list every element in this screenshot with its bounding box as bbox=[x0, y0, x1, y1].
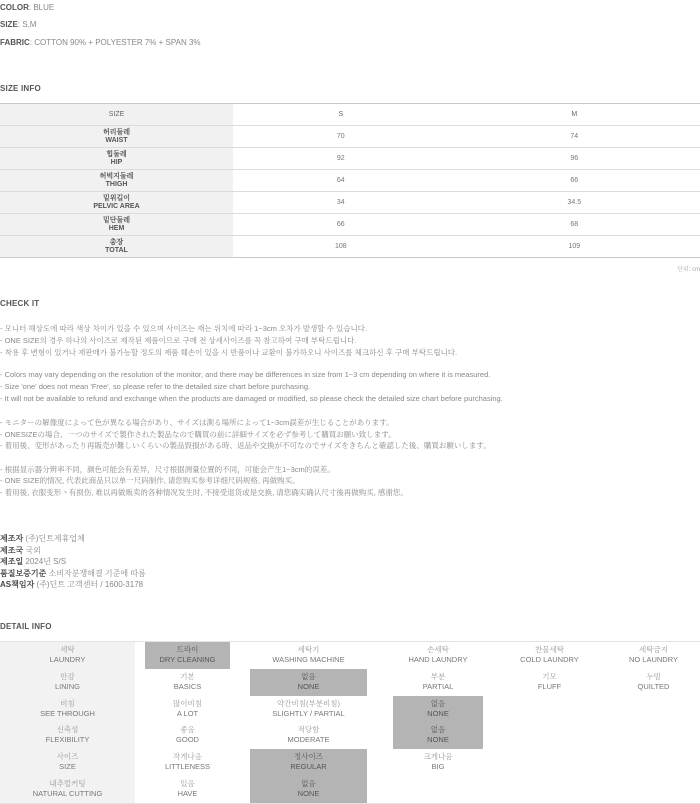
detail-option-kr: 기모 bbox=[542, 672, 557, 681]
size-unit-note: 단위: cm bbox=[677, 267, 700, 273]
detail-row-label bbox=[0, 749, 135, 776]
country-line bbox=[0, 545, 41, 556]
check-note-cn: - 着用後, 衣服变形丶有损伤, 难以再做贩卖的各种情况发生时, 不接受退货或是交换, 请您确实确认尺寸後再做购买, 感谢您。 bbox=[0, 488, 408, 497]
detail-option-en: QUILTED bbox=[637, 682, 670, 691]
as-contact-label: AS책임자 bbox=[0, 580, 35, 589]
manufacturer-line bbox=[0, 533, 85, 544]
as-contact-value: (주)딘트 고객센터 / 1600-3178 bbox=[34, 580, 144, 589]
size-row-label bbox=[0, 148, 233, 170]
detail-option-kr: 정사이즈 bbox=[294, 752, 323, 761]
detail-option-kr: 찬물세탁 bbox=[535, 645, 564, 654]
size-info-title: SIZE INFO bbox=[0, 84, 41, 93]
check-note-en: - It will not be available to refund and exchange when the products are damaged or modified, so please check the detailed size chart before purchasing. bbox=[0, 394, 503, 403]
detail-option-en: NONE bbox=[297, 682, 320, 691]
detail-option bbox=[483, 669, 616, 696]
detail-option-en: DRY CLEANING bbox=[159, 655, 216, 664]
size-header-label: SIZE bbox=[0, 104, 233, 126]
size-value-s: 34 bbox=[233, 192, 449, 214]
size-row bbox=[0, 236, 700, 258]
check-note-en: - Size 'one' does not mean 'Free', so please refer to the detailed size chart before purchasing. bbox=[0, 382, 311, 391]
size-row-en: WAIST bbox=[105, 136, 128, 144]
manufacturer-label: 제조자 bbox=[0, 534, 24, 543]
spec-color-value: : BLUE bbox=[28, 3, 55, 12]
check-note-kr: - 착용 후 변형이 있거나 재판매가 불가능할 정도의 제품 훼손이 있을 시 반품이나 교환이 불가하오니 사이즈를 체크하신 후 구매 부탁드립니다. bbox=[0, 348, 458, 357]
detail-option-kr: 적당함 bbox=[297, 725, 320, 734]
detail-option-kr: 있음 bbox=[180, 779, 195, 788]
detail-option-selected bbox=[250, 749, 367, 776]
detail-row-label bbox=[0, 669, 135, 696]
size-row-kr: 총장 bbox=[109, 238, 124, 246]
size-row bbox=[0, 148, 700, 170]
detail-option-en: MODERATE bbox=[287, 735, 330, 744]
detail-row-label bbox=[0, 722, 135, 749]
detail-option bbox=[145, 669, 230, 696]
detail-option-kr: 세탁 bbox=[60, 645, 75, 654]
size-value-s: 66 bbox=[233, 214, 449, 236]
detail-option-en: PARTIAL bbox=[422, 682, 454, 691]
detail-option-en: NONE bbox=[427, 735, 449, 744]
detail-option-kr: 없음 bbox=[430, 699, 446, 708]
size-value-m: 68 bbox=[449, 214, 700, 236]
size-row-en: HIP bbox=[110, 158, 123, 166]
detail-option-en: NONE bbox=[427, 709, 449, 718]
size-value-s: 108 bbox=[334, 242, 347, 250]
detail-option-kr: 세탁금지 bbox=[639, 645, 668, 654]
size-row-label bbox=[0, 170, 233, 192]
size-value-m: 74 bbox=[449, 126, 700, 148]
detail-option bbox=[145, 722, 230, 749]
manufacturer-value: (주)딘트제휴업체 bbox=[23, 534, 85, 543]
check-note-kr: - ONE SIZE의 경우 하나의 사이즈로 제작된 제품이므로 구매 전 상세사이즈를 꼭 참고하여 구매 부탁드립니다. bbox=[0, 336, 357, 345]
detail-option-kr: 세탁기 bbox=[297, 645, 320, 654]
country-label: 제조국 bbox=[0, 546, 24, 555]
size-value-s: 64 bbox=[233, 170, 449, 192]
quality-value: 소비자분쟁해결 기준에 따름 bbox=[46, 569, 146, 578]
size-row-en: THIGH bbox=[105, 180, 128, 188]
check-note-kr: - 모니터 해상도에 따라 색상 차이가 있을 수 있으며 사이즈는 재는 위치에 따라 1~3cm 오차가 발생할 수 있습니다. bbox=[0, 324, 368, 333]
detail-row-label bbox=[0, 776, 135, 803]
size-row-en: TOTAL bbox=[105, 246, 128, 254]
detail-option bbox=[145, 749, 230, 776]
detail-option bbox=[145, 776, 230, 803]
country-value: 국외 bbox=[23, 546, 41, 555]
size-value-m: 66 bbox=[449, 170, 700, 192]
detail-option-en: GOOD bbox=[176, 735, 199, 744]
detail-option-en: WASHING MACHINE bbox=[272, 655, 345, 664]
detail-option-kr: 많이비침 bbox=[173, 699, 202, 708]
check-note-jp: - モニターの解像度によって色が異なる場合があり、サイズは測る場所によって1~3cm誤差が生じることがあります。 bbox=[0, 418, 394, 427]
detail-option-kr: 내추럴커팅 bbox=[49, 779, 86, 788]
detail-option bbox=[250, 722, 367, 749]
size-value-m: 34.5 bbox=[449, 192, 700, 214]
size-row-kr: 힙둘레 bbox=[106, 150, 127, 158]
detail-info-title: DETAIL INFO bbox=[0, 622, 52, 631]
detail-option bbox=[607, 642, 700, 669]
detail-option bbox=[145, 696, 230, 723]
size-row bbox=[0, 214, 700, 236]
quality-line bbox=[0, 568, 146, 579]
detail-option-kr: 없음 bbox=[301, 779, 316, 788]
size-row-label bbox=[0, 214, 233, 236]
detail-option-en: HAND LAUNDRY bbox=[408, 655, 468, 664]
size-value-m: 109 bbox=[568, 242, 581, 250]
detail-option-selected bbox=[393, 722, 483, 749]
detail-option-en: NATURAL CUTTING bbox=[32, 789, 103, 798]
size-row-label bbox=[0, 192, 233, 214]
detail-option-en: REGULAR bbox=[290, 762, 327, 771]
detail-option bbox=[393, 642, 483, 669]
check-note-cn: - 根据显示器分辨率不同，颜色可能会有差异，尺寸根据测量位置的不同，可能会产生1~3cm的误差。 bbox=[0, 465, 335, 474]
detail-option-kr: 사이즈 bbox=[56, 752, 79, 761]
detail-option-kr: 안감 bbox=[60, 672, 75, 681]
size-value-m: 96 bbox=[449, 148, 700, 170]
quality-label: 품질보증기준 bbox=[0, 569, 47, 578]
detail-option-kr: 부분 bbox=[430, 672, 446, 681]
detail-option-en: SEE THROUGH bbox=[40, 709, 95, 718]
spec-fabric-label: FABRIC bbox=[0, 38, 30, 47]
size-value-s: 92 bbox=[233, 148, 449, 170]
check-note-jp: - 着用後、変形があったり再販売が難しいくらいの製品毀損がある時、返品や交換が不可なのでサイズをきちんと確認した後、購買お願いします。 bbox=[0, 441, 491, 450]
detail-option-kr: 기본 bbox=[180, 672, 195, 681]
size-header-m: M bbox=[449, 104, 700, 126]
detail-option-en: NONE bbox=[297, 789, 320, 798]
detail-option-kr: 누빔 bbox=[646, 672, 661, 681]
spec-fabric bbox=[0, 38, 201, 47]
spec-size bbox=[0, 20, 36, 29]
detail-option-selected bbox=[393, 696, 483, 723]
size-row bbox=[0, 192, 700, 214]
size-table-header bbox=[0, 104, 700, 126]
detail-option-en: SLIGHTLY / PARTIAL bbox=[272, 709, 345, 718]
size-row-label bbox=[0, 126, 233, 148]
size-row bbox=[0, 126, 700, 148]
detail-option-en: BIG bbox=[431, 762, 445, 771]
detail-option-selected bbox=[145, 642, 230, 669]
size-row-label bbox=[0, 236, 233, 258]
detail-option-kr: 드라이 bbox=[176, 645, 199, 654]
detail-option-en: HAVE bbox=[177, 789, 198, 798]
size-row bbox=[0, 170, 700, 192]
check-it-title: CHECK IT bbox=[0, 299, 40, 308]
detail-option-en: LITTLENESS bbox=[164, 762, 210, 771]
size-table bbox=[0, 103, 700, 258]
size-row-en: HEM bbox=[108, 224, 125, 232]
check-note-jp: - ONESIZEの場合、一つのサイズで製作された製品なので購買の前に詳細サイズを必ず参考して購買お願い致します。 bbox=[0, 430, 396, 439]
detail-option bbox=[607, 669, 700, 696]
detail-option-en: LINING bbox=[54, 682, 80, 691]
size-header-s: S bbox=[233, 104, 449, 126]
spec-size-label: SIZE bbox=[0, 20, 18, 29]
size-row-kr: 밑단둘레 bbox=[102, 216, 131, 224]
detail-option-en: FLEXIBILITY bbox=[45, 735, 90, 744]
size-value-s: 70 bbox=[233, 126, 449, 148]
spec-color bbox=[0, 3, 54, 12]
detail-option bbox=[393, 669, 483, 696]
as-contact-line bbox=[0, 579, 143, 590]
detail-option-kr: 크게나옴 bbox=[423, 752, 453, 761]
check-note-en: - Colors may vary depending on the resolution of the monitor, and there may be differences in size from 1~3 cm depending on where it is measured. bbox=[0, 370, 491, 379]
check-note-cn: - ONE SIZE的情况, 代表此商品只以单一尺码制作, 请您购买参考详细尺码规格, 再做购买。 bbox=[0, 476, 300, 485]
detail-option-kr: 없음 bbox=[301, 672, 316, 681]
detail-option-selected bbox=[250, 776, 367, 803]
detail-option-kr: 약간비침(부분비침) bbox=[277, 699, 340, 708]
detail-option-en: BASICS bbox=[173, 682, 202, 691]
size-row-en: PELVIC AREA bbox=[93, 202, 140, 210]
spec-size-value: : S,M bbox=[17, 20, 37, 29]
detail-option bbox=[483, 642, 616, 669]
spec-color-label: COLOR bbox=[0, 3, 29, 12]
spec-fabric-value: : COTTON 90% + POLYESTER 7% + SPAN 3% bbox=[29, 38, 201, 47]
detail-option-kr: 좋음 bbox=[180, 725, 195, 734]
detail-option-kr: 없음 bbox=[430, 725, 446, 734]
manufacture-date-line bbox=[0, 556, 66, 567]
detail-option bbox=[250, 696, 367, 723]
detail-option-en: LAUNDRY bbox=[49, 655, 86, 664]
detail-option bbox=[250, 642, 367, 669]
size-row-kr: 허벅지둘레 bbox=[99, 172, 134, 180]
detail-option-en: A LOT bbox=[176, 709, 199, 718]
detail-option-en: NO LAUNDRY bbox=[628, 655, 679, 664]
detail-option-en: COLD LAUNDRY bbox=[520, 655, 579, 664]
size-row-kr: 허리둘레 bbox=[102, 128, 131, 136]
size-row-kr: 밑위길이 bbox=[102, 194, 131, 202]
detail-option-en: FLUFF bbox=[537, 682, 562, 691]
detail-option-kr: 작게나옴 bbox=[173, 752, 202, 761]
detail-row-label bbox=[0, 642, 135, 669]
detail-option-en: SIZE bbox=[59, 762, 76, 771]
detail-option-selected bbox=[250, 669, 367, 696]
detail-option-kr: 손세탁 bbox=[427, 645, 449, 654]
manufacture-date-label: 제조일 bbox=[0, 557, 24, 566]
detail-option-kr: 신축성 bbox=[56, 725, 79, 734]
detail-option-kr: 비침 bbox=[60, 699, 75, 708]
manufacture-date-value: 2024년 S/S bbox=[23, 557, 67, 566]
detail-option bbox=[393, 749, 483, 776]
detail-row-label bbox=[0, 696, 135, 723]
